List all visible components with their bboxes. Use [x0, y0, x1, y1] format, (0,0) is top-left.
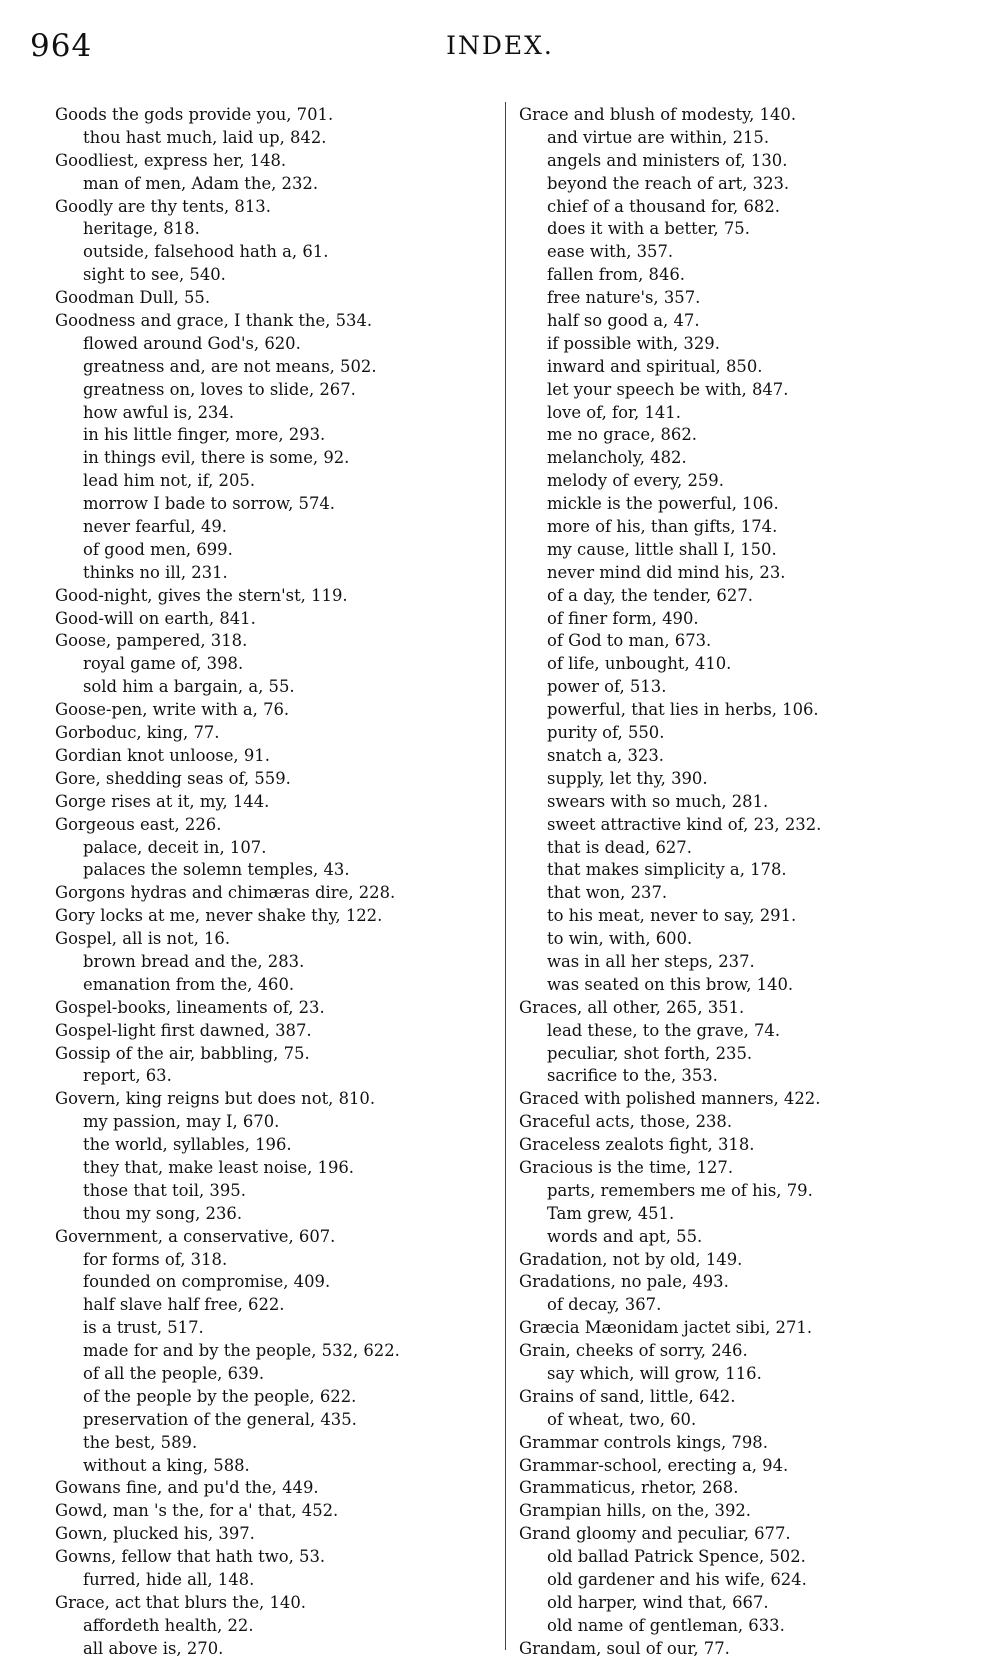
index-entry: Gowns, fellow that hath two, 53. — [55, 1547, 326, 1567]
index-entry: Græcia Mæonidam jactet sibi, 271. — [519, 1318, 813, 1338]
index-entry: Grammaticus, rhetor, 268. — [519, 1478, 739, 1498]
index-entry: Gospel-books, lineaments of, 23. — [55, 997, 325, 1017]
index-subentry: lead these, to the grave, 74. — [547, 1020, 781, 1040]
index-subentry: all above is, 270. — [83, 1638, 224, 1658]
index-subentry: of life, unbought, 410. — [547, 654, 732, 674]
index-subentry: the world, syllables, 196. — [83, 1135, 292, 1155]
index-entry: Gossip of the air, babbling, 75. — [55, 1043, 310, 1063]
index-entry: Good-will on earth, 841. — [55, 608, 256, 628]
index-subentry: heritage, 818. — [83, 219, 200, 239]
index-entry: Gospel, all is not, 16. — [55, 929, 231, 949]
index-subentry: that makes simplicity a, 178. — [547, 860, 787, 880]
index-subentry: old ballad Patrick Spence, 502. — [547, 1547, 806, 1567]
index-subentry: in his little finger, more, 293. — [83, 425, 326, 445]
index-column-left — [55, 104, 495, 1661]
index-entry: Gradation, not by old, 149. — [519, 1249, 743, 1269]
index-subentry: does it with a better, 75. — [547, 219, 750, 239]
index-subentry: half so good a, 47. — [547, 311, 700, 331]
index-entry: Graceless zealots fight, 318. — [519, 1135, 755, 1155]
index-subentry: that is dead, 627. — [547, 837, 692, 857]
index-entry: Grace and blush of modesty, 140. — [519, 105, 797, 124]
index-subentry: sacrifice to the, 353. — [547, 1066, 718, 1086]
index-subentry: man of men, Adam the, 232. — [83, 173, 319, 193]
index-subentry: words and apt, 55. — [547, 1226, 703, 1246]
index-subentry: greatness on, loves to slide, 267. — [83, 379, 356, 399]
index-subentry: of the people by the people, 622. — [83, 1386, 357, 1406]
index-entry: Gowd, man 's the, for a' that, 452. — [55, 1501, 339, 1521]
index-subentry: those that toil, 395. — [83, 1180, 246, 1200]
index-entry: Gorboduc, king, 77. — [55, 723, 220, 743]
index-entry: Graced with polished manners, 422. — [519, 1089, 821, 1109]
index-subentry: melancholy, 482. — [547, 448, 687, 468]
index-subentry: sight to see, 540. — [83, 265, 226, 285]
index-subentry: let your speech be with, 847. — [547, 379, 789, 399]
index-subentry: melody of every, 259. — [547, 471, 724, 491]
index-subentry: brown bread and the, 283. — [83, 951, 305, 971]
index-subentry: how awful is, 234. — [83, 402, 235, 422]
index-subentry: affordeth health, 22. — [83, 1615, 254, 1635]
index-subentry: peculiar, shot forth, 235. — [547, 1043, 753, 1063]
index-entry: Gown, plucked his, 397. — [55, 1524, 255, 1544]
index-subentry: outside, falsehood hath a, 61. — [83, 242, 329, 262]
index-entry: Grain, cheeks of sorry, 246. — [519, 1341, 748, 1361]
index-entry: Goodness and grace, I thank the, 534. — [55, 311, 373, 331]
index-subentry: for forms of, 318. — [83, 1249, 228, 1269]
index-subentry: of decay, 367. — [547, 1295, 662, 1315]
column-divider — [505, 102, 506, 1650]
index-subentry: more of his, than gifts, 174. — [547, 517, 778, 537]
index-subentry: that won, 237. — [547, 883, 668, 903]
index-entry: Government, a conservative, 607. — [55, 1226, 336, 1246]
index-subentry: powerful, that lies in herbs, 106. — [547, 700, 819, 720]
index-subentry: the best, 589. — [83, 1432, 198, 1452]
index-subentry: power of, 513. — [547, 677, 667, 697]
index-subentry: mickle is the powerful, 106. — [547, 494, 779, 514]
index-subentry: free nature's, 357. — [547, 288, 701, 308]
index-entry: Goose-pen, write with a, 76. — [55, 700, 290, 720]
index-entry: Goodly are thy tents, 813. — [55, 196, 271, 216]
index-subentry: swears with so much, 281. — [547, 791, 769, 811]
index-entry: Grand gloomy and peculiar, 677. — [519, 1524, 791, 1544]
index-subentry: supply, let thy, 390. — [547, 768, 708, 788]
index-subentry: angels and ministers of, 130. — [547, 150, 788, 170]
index-subentry: me no grace, 862. — [547, 425, 697, 445]
index-subentry: my passion, may I, 670. — [83, 1112, 280, 1132]
index-entry: Gradations, no pale, 493. — [519, 1272, 729, 1292]
index-subentry: of a day, the tender, 627. — [547, 585, 753, 605]
index-entry: Good-night, gives the stern'st, 119. — [55, 585, 348, 605]
index-subentry: made for and by the people, 532, 622. — [83, 1341, 400, 1361]
index-subentry: love of, for, 141. — [547, 402, 681, 422]
index-subentry: was seated on this brow, 140. — [547, 974, 794, 994]
index-entry: Grammar controls kings, 798. — [519, 1432, 768, 1452]
index-subentry: greatness and, are not means, 502. — [83, 356, 377, 376]
index-subentry: parts, remembers me of his, 79. — [547, 1180, 813, 1200]
index-entry: Gorgeous east, 226. — [55, 814, 222, 834]
index-column-right — [519, 104, 959, 1661]
index-subentry: of all the people, 639. — [83, 1363, 265, 1383]
index-subentry: flowed around God's, 620. — [83, 333, 301, 353]
index-subentry: old gardener and his wife, 624. — [547, 1570, 807, 1589]
index-subentry: sold him a bargain, a, 55. — [83, 677, 295, 697]
index-subentry: old name of gentleman, 633. — [547, 1615, 785, 1635]
index-entry: Gore, shedding seas of, 559. — [55, 768, 291, 788]
index-subentry: snatch a, 323. — [547, 745, 664, 765]
index-subentry: without a king, 588. — [83, 1455, 250, 1475]
index-subentry: morrow I bade to sorrow, 574. — [83, 494, 336, 514]
index-entry: Grammar-school, erecting a, 94. — [519, 1455, 789, 1475]
index-subentry: fallen from, 846. — [547, 265, 686, 285]
index-subentry: lead him not, if, 205. — [83, 471, 256, 491]
index-subentry: of wheat, two, 60. — [547, 1409, 697, 1429]
index-subentry: sweet attractive kind of, 23, 232. — [547, 814, 822, 834]
index-subentry: never mind did mind his, 23. — [547, 562, 786, 582]
page-number: 964 — [30, 28, 93, 64]
index-entry: Goodliest, express her, 148. — [55, 150, 287, 170]
index-subentry: and virtue are within, 215. — [547, 127, 770, 147]
index-subentry: my cause, little shall I, 150. — [547, 539, 777, 559]
index-subentry: of finer form, 490. — [547, 608, 699, 628]
index-subentry: beyond the reach of art, 323. — [547, 173, 790, 193]
index-subentry: is a trust, 517. — [83, 1318, 204, 1338]
index-entry: Graceful acts, those, 238. — [519, 1112, 733, 1132]
index-subentry: chief of a thousand for, 682. — [547, 196, 780, 216]
index-entry: Gospel-light first dawned, 387. — [55, 1020, 312, 1040]
index-subentry: thou my song, 236. — [83, 1203, 243, 1223]
index-entry: Gorge rises at it, my, 144. — [55, 791, 270, 811]
index-entry: Goodman Dull, 55. — [55, 288, 211, 308]
index-subentry: founded on compromise, 409. — [83, 1272, 331, 1292]
index-subentry: if possible with, 329. — [547, 333, 720, 353]
index-subentry: thou hast much, laid up, 842. — [83, 127, 327, 147]
index-subentry: never fearful, 49. — [83, 517, 227, 537]
index-subentry: report, 63. — [83, 1066, 172, 1086]
index-subentry: of good men, 699. — [83, 539, 233, 559]
index-subentry: half slave half free, 622. — [83, 1295, 285, 1315]
index-entry: Gowans fine, and pu'd the, 449. — [55, 1478, 319, 1498]
index-subentry: they that, make least noise, 196. — [83, 1157, 355, 1177]
index-entry: Grandam, soul of our, 77. — [519, 1638, 730, 1658]
index-entry: Grampian hills, on the, 392. — [519, 1501, 752, 1521]
index-subentry: say which, will grow, 116. — [547, 1363, 762, 1383]
index-entry: Grains of sand, little, 642. — [519, 1386, 736, 1406]
index-subentry: inward and spiritual, 850. — [547, 356, 763, 376]
index-subentry: palace, deceit in, 107. — [83, 837, 267, 857]
index-subentry: to win, with, 600. — [547, 929, 693, 949]
index-subentry: to his meat, never to say, 291. — [547, 906, 797, 926]
index-entry: Gracious is the time, 127. — [519, 1157, 734, 1177]
index-subentry: palaces the solemn temples, 43. — [83, 860, 350, 880]
index-entry: Grace, act that blurs the, 140. — [55, 1592, 306, 1612]
index-subentry: old harper, wind that, 667. — [547, 1592, 769, 1612]
index-subentry: ease with, 357. — [547, 242, 674, 262]
index-subentry: of God to man, 673. — [547, 631, 712, 651]
index-subentry: preservation of the general, 435. — [83, 1409, 357, 1429]
index-subentry: emanation from the, 460. — [83, 974, 295, 994]
index-subentry: purity of, 550. — [547, 723, 665, 743]
index-entry: Graces, all other, 265, 351. — [519, 997, 745, 1017]
index-subentry: thinks no ill, 231. — [83, 562, 228, 582]
index-subentry: furred, hide all, 148. — [83, 1570, 255, 1589]
index-entry: Gorgons hydras and chimæras dire, 228. — [55, 883, 396, 903]
index-entry: Govern, king reigns but does not, 810. — [55, 1089, 376, 1109]
page-header — [0, 28, 1000, 68]
index-subentry: Tam grew, 451. — [547, 1203, 675, 1223]
index-subentry: was in all her steps, 237. — [547, 951, 755, 971]
index-subentry: in things evil, there is some, 92. — [83, 448, 350, 468]
index-entry: Goose, pampered, 318. — [55, 631, 248, 651]
index-entry: Gordian knot unloose, 91. — [55, 745, 270, 765]
index-entry: Goods the gods provide you, 701. — [55, 105, 334, 124]
index-entry: Gory locks at me, never shake thy, 122. — [55, 906, 383, 926]
running-title: INDEX. — [446, 31, 554, 60]
index-subentry: royal game of, 398. — [83, 654, 244, 674]
